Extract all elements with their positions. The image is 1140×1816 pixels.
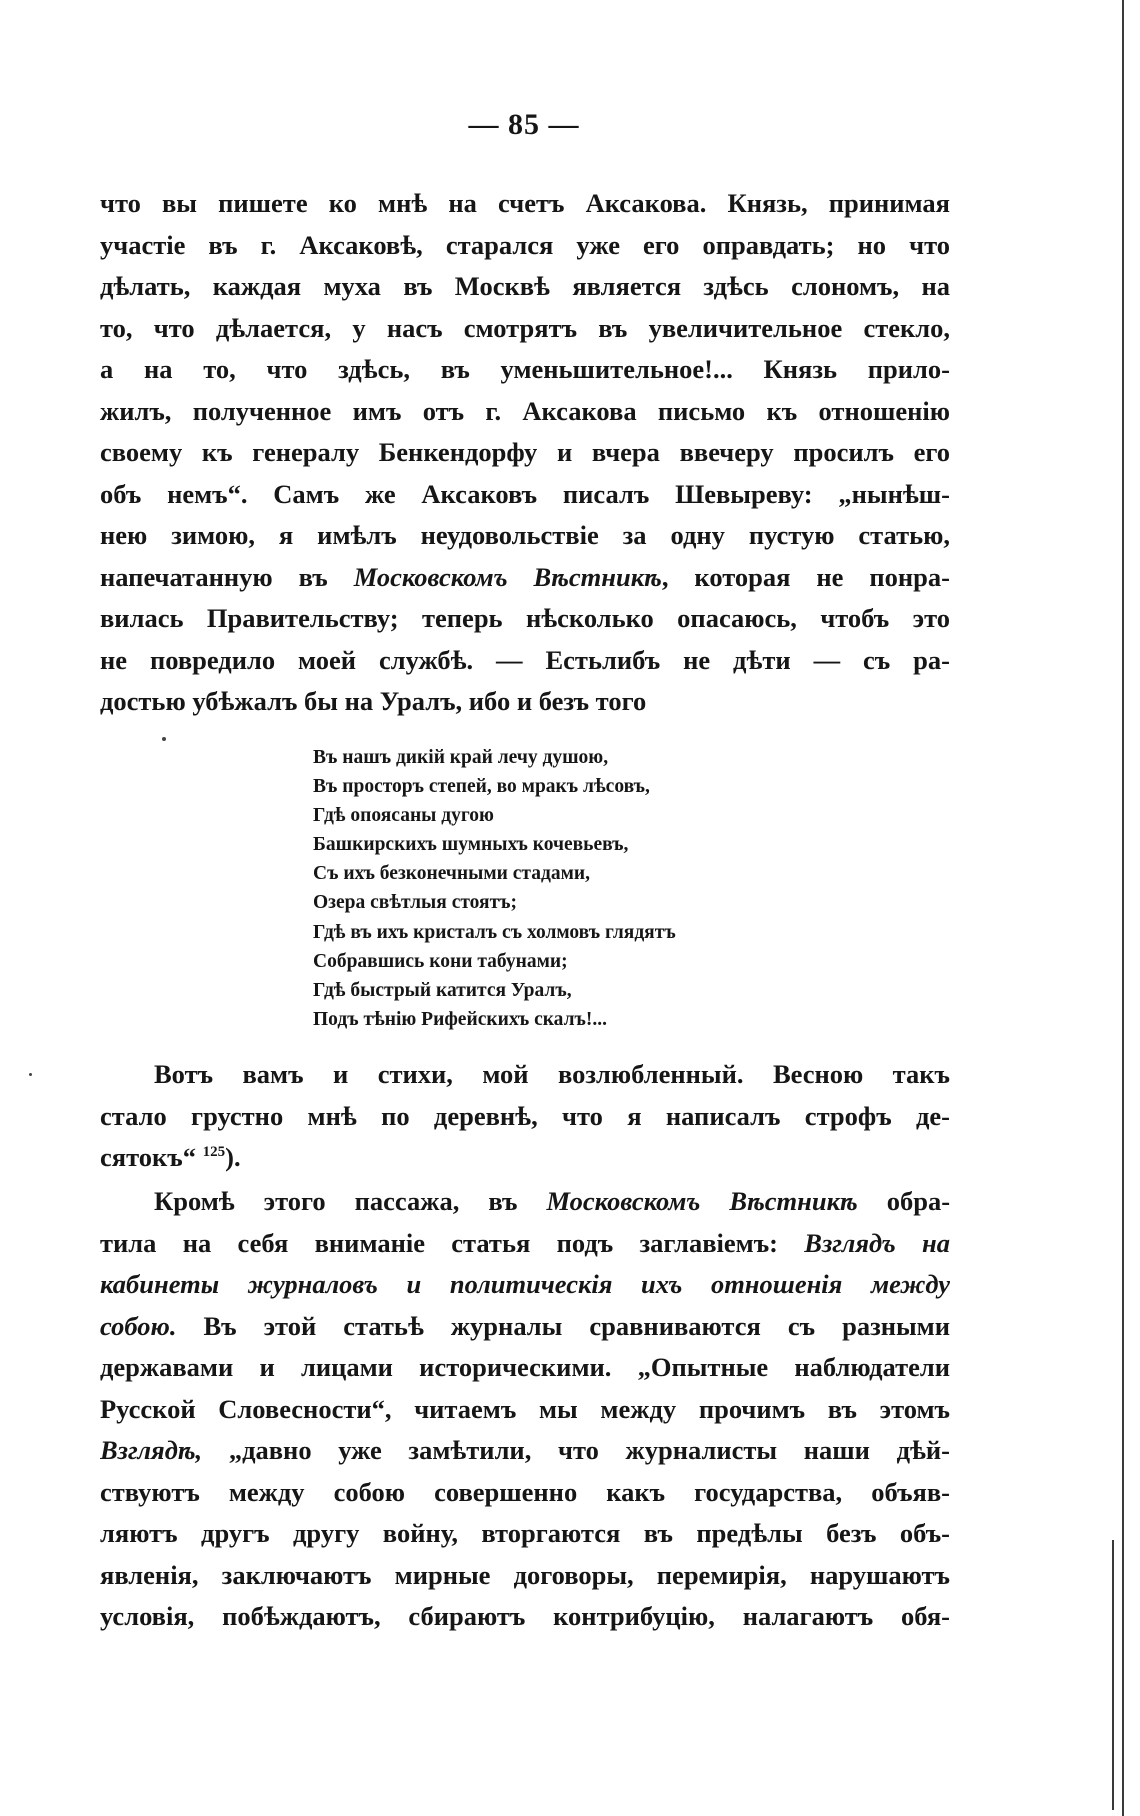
poem-stanza — [313, 743, 676, 1034]
scan-speck — [29, 1073, 32, 1076]
text-span: ). — [225, 1142, 241, 1172]
poem-line: Въ просторъ степей, во мракъ лѣсовъ, — [313, 776, 650, 798]
text-line: дѣлать, каждая муха въ Москвѣ является здѣсь слономъ, на — [100, 271, 950, 301]
text-line — [100, 1306, 950, 1348]
italic-title: Московскомъ Вѣстникѣ — [353, 561, 662, 592]
text-line — [100, 1137, 950, 1179]
text-span: „давно уже замѣтили, что журналисты наши дѣй- — [228, 1435, 950, 1465]
text-line — [100, 1181, 950, 1223]
poem-line: Гдѣ въ ихъ кристалъ съ холмовъ глядятъ — [313, 921, 676, 943]
poem-line: Собравшись кони табунами; — [313, 950, 568, 972]
text-line: не повредило моей службѣ. — Естьлибъ не дѣти — съ ра- — [100, 644, 950, 675]
scan-speck — [162, 737, 166, 741]
italic-title: собою. — [100, 1310, 177, 1341]
text-span: Кромѣ этого пассажа, въ — [154, 1186, 518, 1216]
poem-line: Озера свѣтлыя стоятъ; — [313, 892, 518, 914]
text-line: кабинеты журналовъ и политическія ихъ отношенія между — [100, 1269, 950, 1299]
paragraph-2 — [100, 1054, 950, 1179]
text-line: достью убѣжалъ бы на Уралъ, ибо и безъ того — [100, 686, 647, 716]
text-span: напечатанную въ — [100, 561, 328, 592]
poem-line: Съ ихъ безконечными стадами, — [313, 863, 591, 885]
text-line: державами и лицами историческими. „Опытные наблюдатели — [100, 1352, 950, 1382]
text-line: Вотъ вамъ и стихи, мой возлюбленный. Весною такъ — [154, 1059, 950, 1089]
italic-title: Взглядъ на — [804, 1227, 950, 1258]
poem-line: Гдѣ опоясаны дугою — [313, 805, 494, 827]
text-span: обра- — [886, 1186, 950, 1216]
paragraph-3 — [100, 1181, 950, 1638]
text-line: ствуютъ между собою совершенно какъ государства, объяв- — [100, 1476, 950, 1507]
footnote-reference: 125 — [202, 1144, 226, 1161]
text-span: , которая не понра- — [661, 561, 950, 592]
scan-edge-line — [1122, 0, 1124, 1816]
text-line: Русской Словесности“, читаемъ мы между прочимъ въ этомъ — [100, 1393, 950, 1424]
text-line: своему къ генералу Бенкендорфу и вчера ввечеру просилъ его — [100, 437, 950, 467]
text-line: стало грустно мнѣ по деревнѣ, что я написалъ строфъ де- — [100, 1100, 950, 1131]
text-line — [100, 1223, 950, 1265]
text-span: Въ этой статьѣ журналы сравниваются съ разными — [203, 1310, 950, 1341]
text-line — [100, 557, 950, 599]
page-number: — 85 — — [468, 108, 580, 141]
text-line: ляютъ другъ другу войну, вторгаются въ предѣлы безъ объ- — [100, 1518, 950, 1548]
text-line: вилась Правительству; теперь нѣсколько опасаюсь, чтобъ это — [100, 603, 950, 633]
poem-line: Башкирскихъ шумныхъ кочевьевъ, — [313, 834, 629, 856]
text-line: условія, побѣждаютъ, сбираютъ контрибуцію, налагаютъ обя- — [100, 1601, 950, 1631]
text-line: участіе въ г. Аксаковѣ, старался уже его оправдать; но что — [100, 229, 950, 260]
text-line: что вы пишете ко мнѣ на счетъ Аксакова. Князь, принимая — [100, 188, 950, 218]
text-span: тила на себя вниманіе статья подъ заглавіемъ: — [100, 1227, 778, 1258]
poem-line: Гдѣ быстрый катится Уралъ, — [313, 979, 572, 1001]
italic-title: Взглядѣ, — [100, 1435, 203, 1465]
text-line: явленія, заключаютъ мирные договоры, перемирія, нарушаютъ — [100, 1559, 950, 1590]
italic-title: Московскомъ Вѣстникѣ — [546, 1186, 858, 1216]
text-line: то, что дѣлается, у насъ смотрятъ въ увеличительное стекло, — [100, 312, 950, 343]
text-line: объ немъ“. Самъ же Аксаковъ писалъ Шевыреву: „нынѣш- — [100, 478, 950, 509]
poem-line: Въ нашъ дикій край лечу душою, — [313, 747, 609, 768]
poem-line: Подъ тѣнію Рифейскихъ скалъ!... — [313, 1008, 608, 1030]
text-line: нею зимою, я имѣлъ неудовольствіе за одну пустую статью, — [100, 520, 950, 550]
text-line: жилъ, полученное имъ отъ г. Аксакова письмо къ отношенію — [100, 395, 950, 426]
text-span: сятокъ“ — [100, 1142, 196, 1172]
scan-edge-line — [1112, 1540, 1114, 1810]
paragraph-1 — [100, 183, 950, 723]
text-line — [100, 1430, 950, 1472]
text-line: а на то, что здѣсь, въ уменьшительное!... Князь прило- — [100, 354, 950, 384]
